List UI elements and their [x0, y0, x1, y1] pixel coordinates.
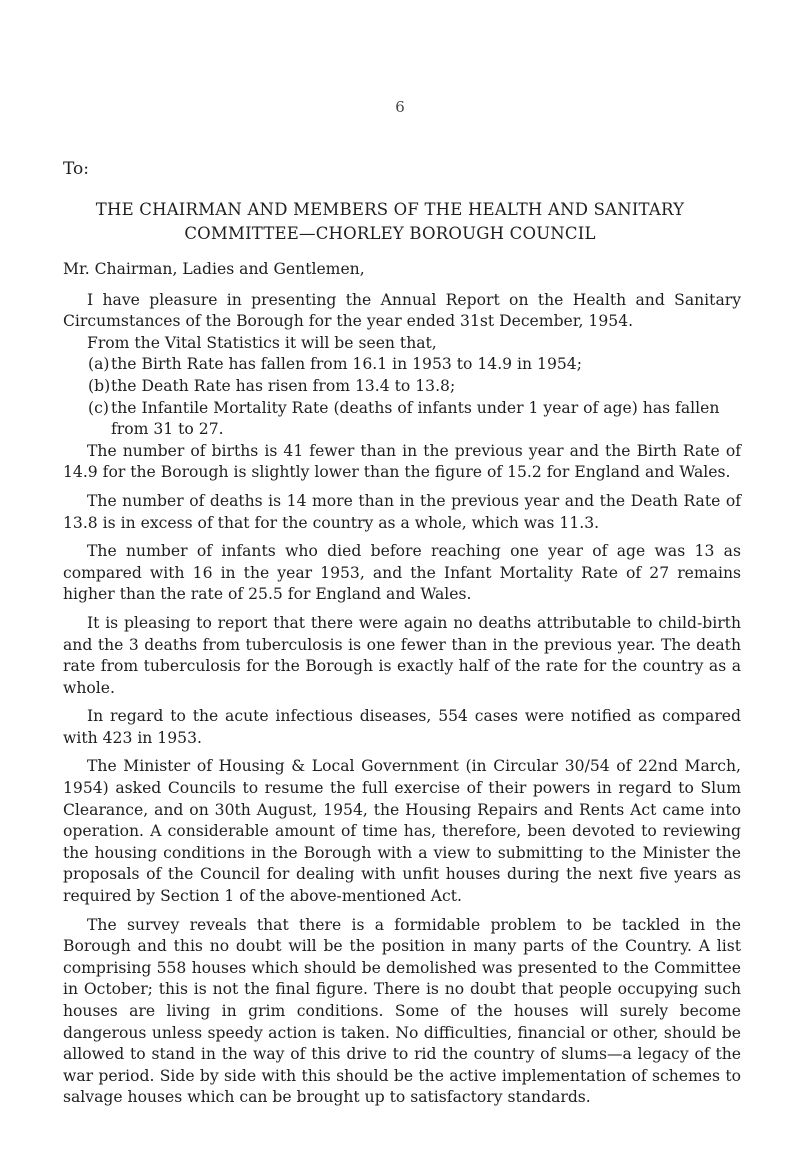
list-marker: (b) — [88, 376, 111, 395]
salutation: Mr. Chairman, Ladies and Gentlemen, — [63, 260, 365, 278]
list-item — [63, 398, 741, 441]
letter-body — [63, 259, 741, 1109]
paragraph-vital-statistics: From the Vital Statistics it will be seen that, — [87, 333, 437, 352]
list-marker: (c) — [88, 398, 109, 417]
heading-line-1: THE CHAIRMAN AND MEMBERS OF THE HEALTH AND SANITARY — [95, 200, 685, 219]
paragraph-infectious-diseases: In regard to the acute infectious diseases, 554 cases were notified as compared with 423 in 1953. — [63, 707, 741, 747]
page-number: 6 — [395, 98, 405, 116]
paragraph-intro: I have pleasure in presenting the Annual Report on the Health and Sanitary Circumstances of the Borough for the year ended 31st December, 1954. — [63, 290, 741, 331]
addressee-label: To: — [63, 159, 89, 179]
list-item — [63, 376, 741, 398]
paragraph-tuberculosis: It is pleasing to report that there were again no deaths attributable to child-birth and the 3 deaths from tuberculosis is one fewer than in the previous year. The death rate from tuberculosis for the Borough is exactly half of the rate for the country as a whole. — [63, 613, 741, 697]
heading-line-2: COMMITTEE—CHORLEY BOROUGH COUNCIL — [184, 224, 596, 243]
letter-heading — [40, 198, 740, 246]
list-item-text: the Birth Rate has fallen from 16.1 in 1953 to 14.9 in 1954; — [111, 355, 582, 374]
list-item-text: the Death Rate has risen from 13.4 to 13.8; — [111, 376, 456, 395]
statistics-list — [63, 354, 741, 440]
paragraph-housing-survey: The survey reveals that there is a formidable problem to be tackled in the Borough and this no doubt will be the position in many parts of the Country. A list comprising 558 houses which should be demolished was presented to the Committee in October; this is not the final figure. There is no doubt that people occupying such houses are living in grim conditions. Some of the houses will surely become dangerous unless speedy action is taken. No difficulties, financial or other, should be allowed to stand in the way of this drive to rid the country of slums—a legacy of the war period. Side by side with this should be the active implementation of schemes to salvage houses which can be brought up to satisfactory standards. — [63, 915, 741, 1107]
list-item — [63, 354, 741, 376]
paragraph-births: The number of births is 41 fewer than in the previous year and the Birth Rate of 14.9 for the Borough is slightly lower than the figure of 15.2 for England and Wales. — [63, 441, 741, 482]
list-item-text: the Infantile Mortality Rate (deaths of infants under 1 year of age) has fallen from 31 to 27. — [111, 398, 720, 439]
paragraph-deaths: The number of deaths is 14 more than in the previous year and the Death Rate of 13.8 is in excess of that for the country as a whole, which was 11.3. — [63, 491, 741, 532]
paragraph-housing-minister: The Minister of Housing & Local Government (in Circular 30/54 of 22nd March, 1954) asked Councils to resume the full exercise of their powers in regard to Slum Clearance, and on 30th August, 1954, the Housing Repairs and Rents Act came into operation. A considerable amount of time has, therefore, been devoted to reviewing the housing conditions in the Borough with a view to submitting to the Minister the proposals of the Council for dealing with unfit houses during the next five years as required by Section 1 of the above-mentioned Act. — [63, 757, 741, 906]
list-marker: (a) — [88, 355, 110, 374]
paragraph-infant-mortality: The number of infants who died before reaching one year of age was 13 as compared with 16 in the year 1953, and the Infant Mortality Rate of 27 remains higher than the rate of 25.5 for England and Wales. — [63, 542, 741, 604]
